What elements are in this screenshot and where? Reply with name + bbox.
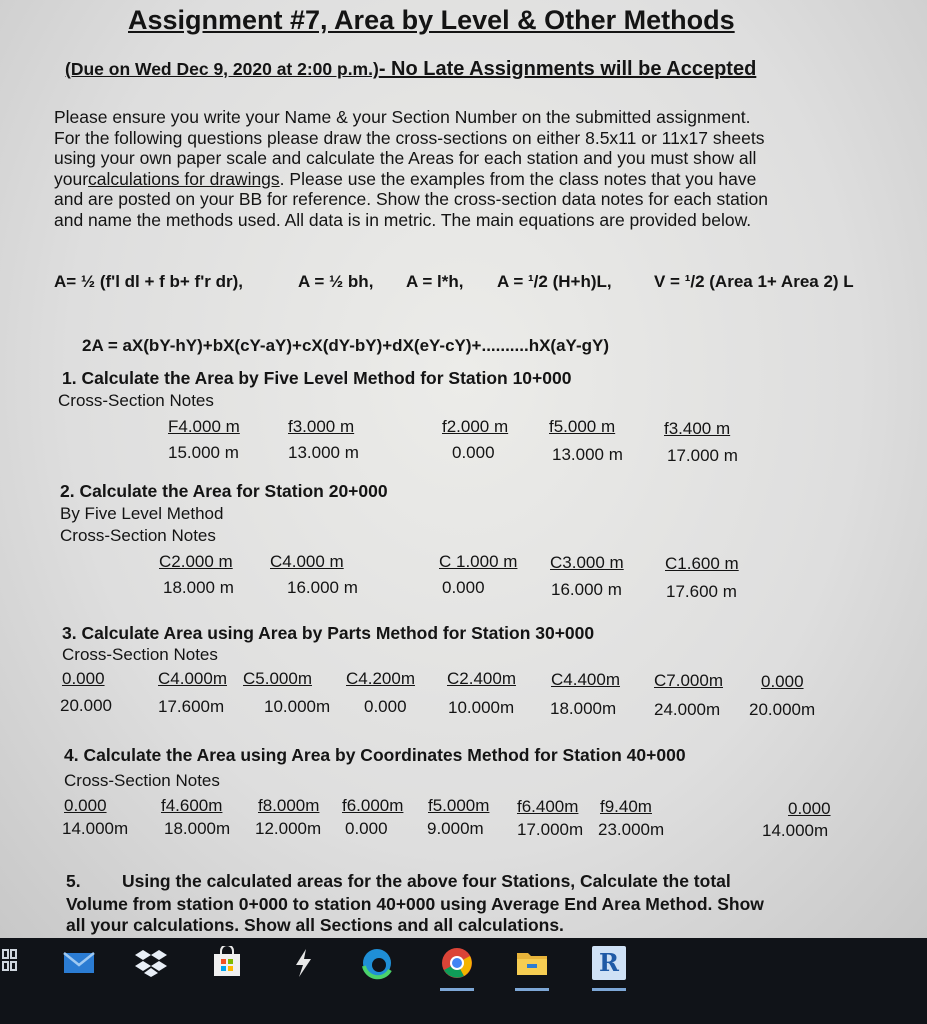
intro-line: and name the methods used. All data is in metric. The main equations are provided below. (54, 209, 752, 230)
note-top: f8.000m (258, 796, 320, 815)
note-bottom: 15.000 m (168, 443, 239, 462)
edge-icon[interactable] (360, 946, 394, 980)
question-5-line: Volume from station 0+000 to station 40+000 using Average End Area Method. Show (66, 894, 764, 914)
intro-line: and are posted on your BB for reference. Show the cross-section data notes for each station (54, 189, 769, 210)
equation-triangle: A = ½ bh, (298, 272, 374, 291)
note-bottom: 13.000 m (288, 443, 359, 462)
question-1-title: 1. Calculate the Area by Five Level Method for Station 10+000 (62, 368, 572, 388)
cross-section-notes-label: Cross-Section Notes (60, 526, 216, 545)
note-bottom: 10.000m (264, 697, 331, 716)
question-2-title: 2. Calculate the Area for Station 20+000 (60, 481, 388, 501)
equation-trapezoid: A = ¹/2 (H+h)L, (497, 272, 612, 291)
note-top: C3.000 m (550, 553, 624, 572)
note-top: 0.000 (788, 799, 831, 818)
question-5-line: all your calculations. Show all Sections and all calculations. (66, 915, 564, 935)
active-app-indicator (440, 988, 474, 991)
note-top: f9.40m (600, 797, 652, 816)
store-icon[interactable] (210, 946, 244, 980)
question-2-method: By Five Level Method (60, 504, 224, 523)
note-bottom: 18.000 m (163, 578, 234, 597)
note-bottom: 9.000m (427, 819, 484, 838)
question-5-line: Using the calculated areas for the above four Stations, Calculate the total (122, 871, 731, 891)
note-top: f3.000 m (288, 417, 355, 436)
intro-line: using your own paper scale and calculate the Areas for each station and you must show all (54, 148, 757, 169)
file-explorer-icon[interactable] (515, 946, 549, 980)
note-top: f4.600m (161, 796, 223, 815)
note-bottom: 12.000m (255, 819, 322, 838)
note-bottom: 14.000m (62, 819, 129, 838)
note-bottom: 20.000 (60, 696, 112, 715)
cross-section-notes-label: Cross-Section Notes (64, 771, 220, 790)
late-policy: - No Late Assignments will be Accepted (378, 58, 757, 80)
note-top: C4.200m (346, 669, 415, 688)
note-top: f5.000 m (549, 417, 616, 436)
note-top: C2.400m (447, 669, 516, 688)
note-top: f6.400m (517, 797, 579, 816)
note-bottom: 17.600m (158, 697, 225, 716)
due-date: (Due on Wed Dec 9, 2020 at 2:00 p.m.) (65, 59, 379, 79)
task-view-icon[interactable] (0, 944, 20, 978)
dropbox-icon[interactable] (134, 946, 168, 980)
note-top: C 1.000 m (439, 552, 518, 571)
equation-rectangle: A = l*h, (406, 272, 464, 291)
note-bottom: 23.000m (598, 820, 665, 839)
equation-coordinates: 2A = aX(bY-hY)+bX(cY-aY)+cX(dY-bY)+dX(eY-cY)+..........hX(aY-gY) (82, 336, 609, 355)
note-top: C7.000m (654, 671, 723, 690)
note-bottom: 13.000 m (552, 445, 623, 464)
active-app-indicator (592, 988, 626, 991)
question-3-title: 3. Calculate Area using Area by Parts Method for Station 30+000 (62, 623, 595, 643)
note-top: F4.000 m (168, 417, 240, 436)
note-bottom: 14.000m (762, 821, 829, 840)
note-bottom: 16.000 m (551, 580, 622, 599)
cross-section-notes-label: Cross-Section Notes (58, 391, 214, 410)
equation-area-five-level: A= ½ (f'l dl + f b+ f'r dr), (54, 272, 243, 291)
note-top: 0.000 (761, 672, 804, 691)
note-bottom: 18.000m (550, 699, 617, 718)
note-top: 0.000 (64, 796, 107, 815)
question-5-number: 5. (66, 871, 81, 891)
note-bottom: 17.000 m (667, 446, 738, 465)
note-bottom: 17.000m (517, 820, 584, 839)
cross-section-notes-label: Cross-Section Notes (62, 645, 218, 664)
instructions (54, 107, 768, 231)
note-top: C2.000 m (159, 552, 233, 571)
note-bottom: 18.000m (164, 819, 231, 838)
note-bottom: 0.000 (345, 819, 388, 838)
chrome-icon[interactable] (440, 946, 474, 980)
note-bottom: 16.000 m (287, 578, 358, 597)
note-top: C4.000m (158, 669, 227, 688)
note-top: f2.000 m (442, 417, 509, 436)
equation-volume: V = ¹/2 (Area 1+ Area 2) L (654, 272, 854, 291)
note-top: C5.000m (243, 669, 312, 688)
note-bottom: 10.000m (448, 698, 515, 717)
note-bottom: 17.600 m (666, 582, 737, 601)
note-top: f5.000m (428, 796, 490, 815)
intro-line: For the following questions please draw the cross-sections on either 8.5x11 or 11x17 sheets (54, 127, 765, 148)
note-bottom: 0.000 (364, 697, 407, 716)
note-top: C4.400m (551, 670, 620, 689)
note-bottom: 20.000m (749, 700, 816, 719)
mail-icon[interactable] (62, 946, 96, 980)
due-line (65, 58, 756, 81)
active-app-indicator (515, 988, 549, 991)
note-top: f6.000m (342, 796, 404, 815)
r-app-icon[interactable]: R (592, 946, 626, 980)
note-top: C4.000 m (270, 552, 344, 571)
winscp-icon[interactable] (286, 946, 320, 980)
note-bottom: 0.000 (452, 443, 495, 462)
page-title: Assignment #7, Area by Level & Other Methods (128, 5, 735, 35)
intro-line: yourcalculations for drawings. Please use the examples from the class notes that you have (54, 168, 757, 189)
note-bottom: 0.000 (442, 578, 485, 597)
note-top: f3.400 m (664, 419, 731, 438)
windows-taskbar (0, 938, 927, 1024)
intro-line: Please ensure you write your Name & your Section Number on the submitted assignment. (54, 107, 751, 127)
question-4-title: 4. Calculate the Area using Area by Coordinates Method for Station 40+000 (64, 745, 686, 765)
note-top: C1.600 m (665, 554, 739, 573)
note-top: 0.000 (62, 669, 105, 688)
note-bottom: 24.000m (654, 700, 721, 719)
